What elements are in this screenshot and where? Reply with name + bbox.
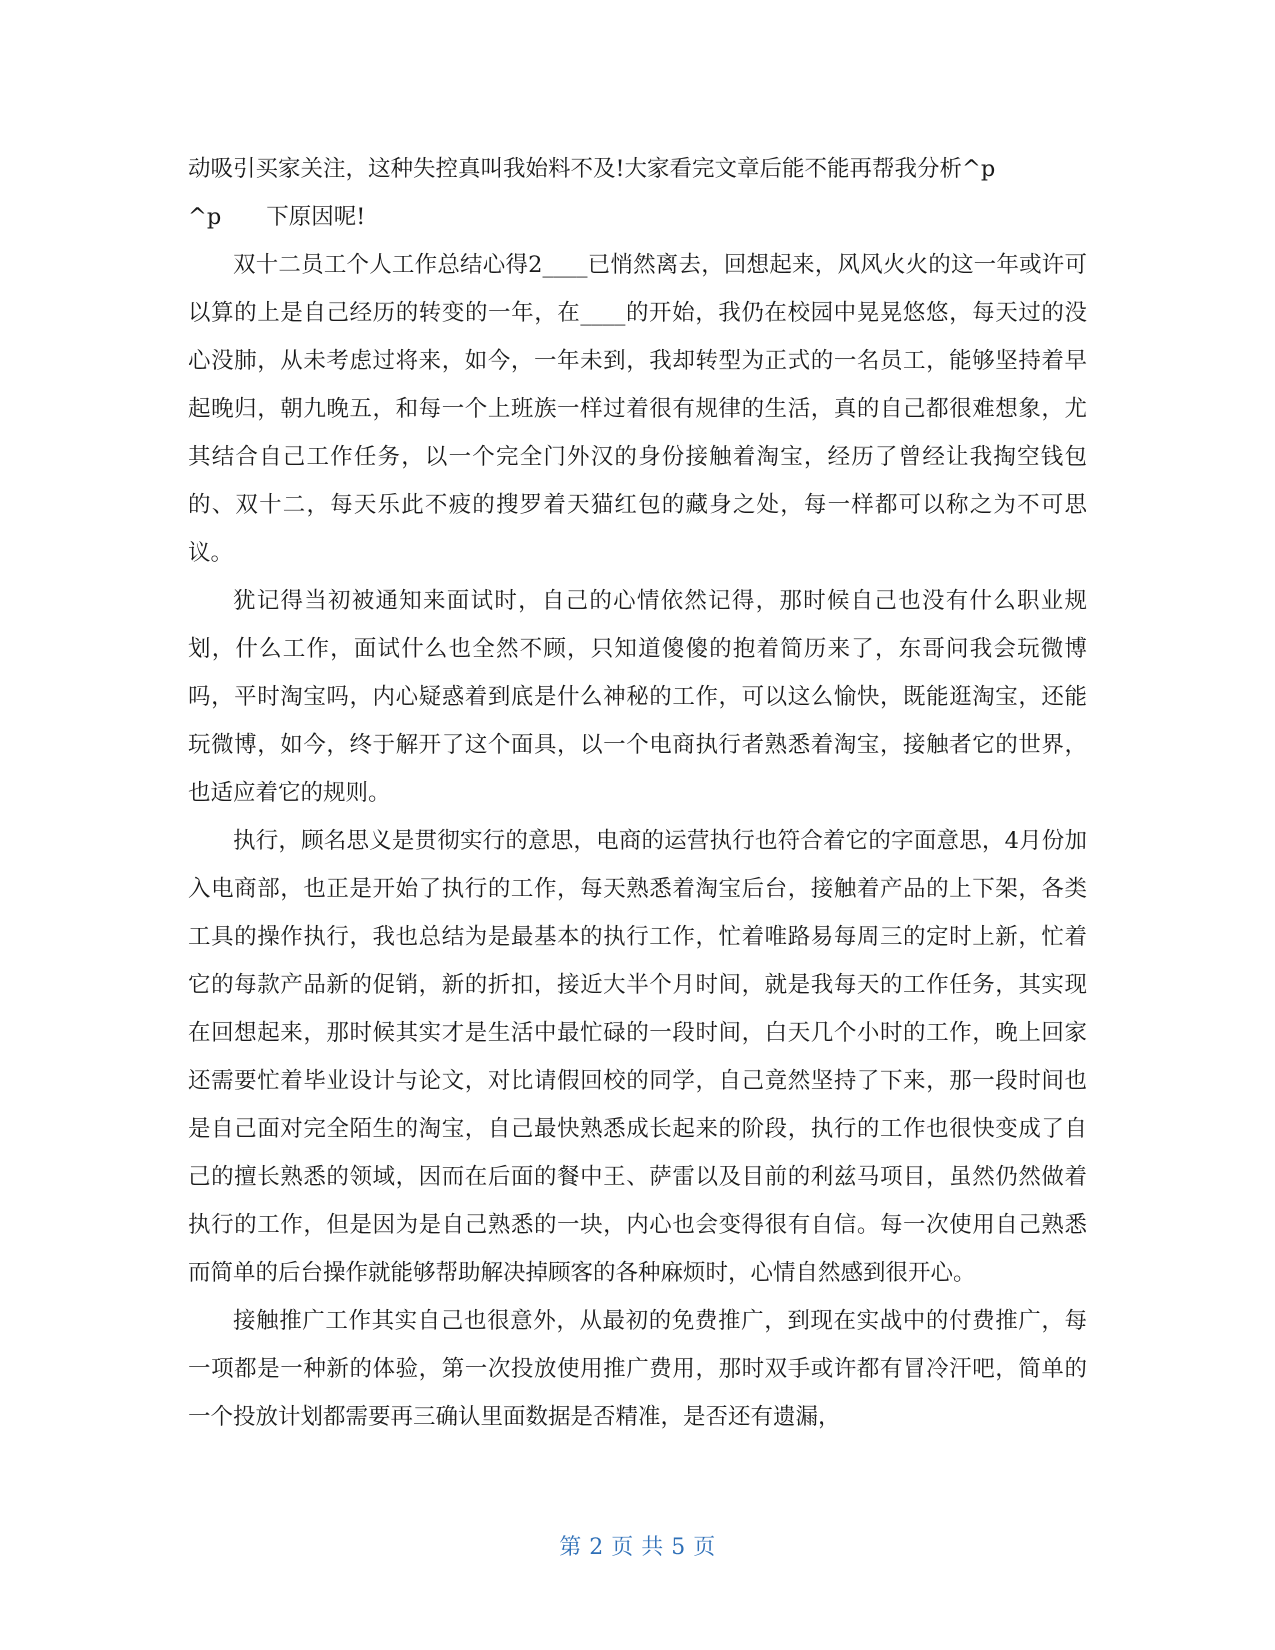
paragraph-4: 执行，顾名思义是贯彻实行的意思，电商的运营执行也符合着它的字面意思，4月份加入电商部，也正是开始了执行的工作，每天熟悉着淘宝后台，接触着产品的上下架，各类工具的操作执行，我也总结为是最基本的执行工作，忙着唯路易每周三的定时上新，忙着它的每款产品新的促销，新的折扣，接近大半个月时间，就是我每天的工作任务，其实现在回想起来，那时候其实才是生活中最忙碌的一段时间，白天几个小时的工作，晚上回家还需要忙着毕业设计与论文，对比请假回校的同学，自己竟然坚持了下来，那一段时间也是自己面对完全陌生的淘宝，自己最快熟悉成长起来的阶段，执行的工作也很快变成了自己的擅长熟悉的领域，因而在后面的餐中王、萨雷以及目前的利兹马项目，虽然仍然做着执行的工作，但是因为是自己熟悉的一块，内心也会变得很有自信。每一次使用自己熟悉而简单的后台操作就能够帮助解决掉顾客的各种麻烦时，心情自然感到很开心。 [188, 828, 1087, 1286]
page-number-footer: 第 2 页 共 5 页 [559, 1535, 716, 1560]
paragraph-2: 双十二员工个人工作总结心得2____已悄然离去，回想起来，风风火火的这一年或许可以算的上是自己经历的转变的一年，在____的开始，我仍在校园中晃晃悠悠，每天过的没心没肺，从未考虑过将来，如今，一年未到，我却转型为正式的一名员工，能够坚持着早起晚归，朝九晚五，和每一个上班族一样过着很有规律的生活，真的自己都很难想象，尤其结合自己工作任务，以一个完全门外汉的身份接触着淘宝，经历了曾经让我掏空钱包的、双十二，每天乐此不疲的搜罗着天猫红包的藏身之处，每一样都可以称之为不可思议。 [188, 252, 1087, 566]
paragraph-5: 接触推广工作其实自己也很意外，从最初的免费推广，到现在实战中的付费推广，每一项都是一种新的体验，第一次投放使用推广费用，那时双手或许都有冒冷汗吧，简单的一个投放计划都需要再三确认里面数据是否精准，是否还有遗漏， [188, 1308, 1087, 1430]
paragraph-3: 犹记得当初被通知来面试时，自己的心情依然记得，那时候自己也没有什么职业规划，什么工作，面试什么也全然不顾，只知道傻傻的抱着简历来了，东哥问我会玩微博吗，平时淘宝吗，内心疑惑着到底是什么神秘的工作，可以这么愉快，既能逛淘宝，还能玩微博，如今，终于解开了这个面具，以一个电商执行者熟悉着淘宝，接触者它的世界，也适应着它的规则。 [188, 588, 1087, 806]
document-body [188, 145, 1087, 1441]
paragraph-1: 动吸引买家关注，这种失控真叫我始料不及!大家看完文章后能不能再帮我分析^p ^p 下原因呢! [188, 156, 996, 230]
